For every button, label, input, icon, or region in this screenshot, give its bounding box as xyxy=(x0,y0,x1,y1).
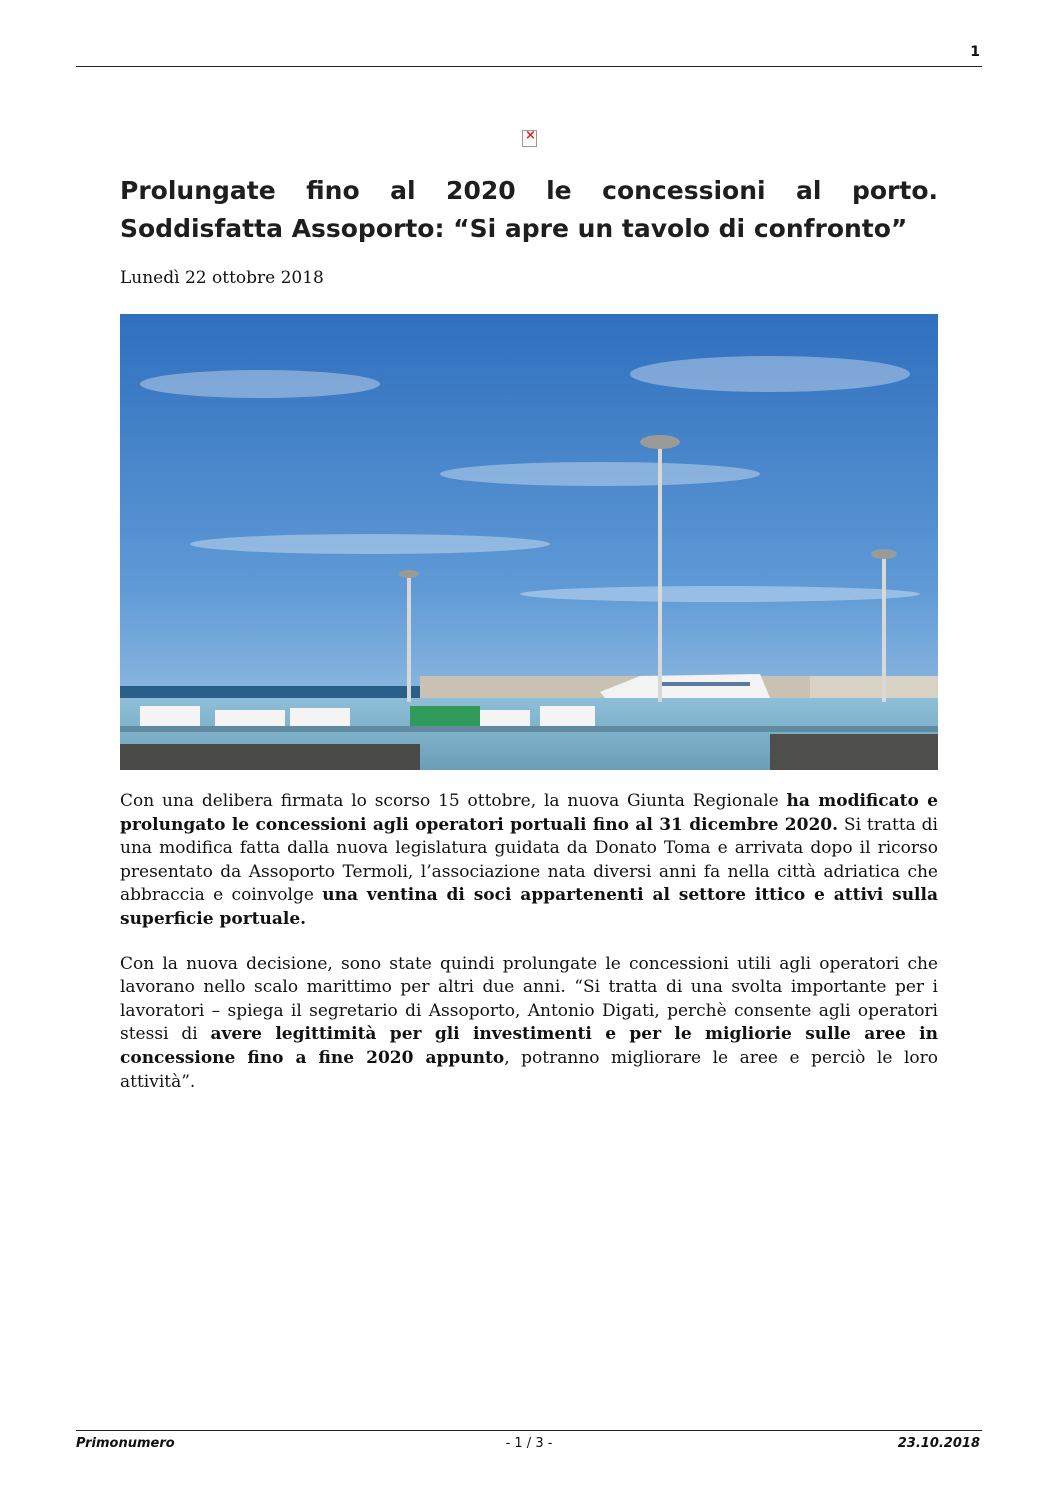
paragraph-1 xyxy=(120,790,938,932)
paragraph-2-bold-1: avere legittimità per gli investimenti e per le migliorie sulle aree in concessione fino a fine 2020 appunto xyxy=(120,1024,938,1068)
page-number: 1 xyxy=(970,44,980,60)
article-body xyxy=(120,790,938,1115)
footer-rule xyxy=(76,1430,982,1431)
paragraph-2-text-1: Con la nuova decisione, sono state quindi prolungate le concessioni utili agli operatori che lavorano nello scalo marittimo per altri due anni. “Si tratta di una svolta importante per i lavoratori – spiega il segretario di Assoporto, Antonio Digati, perchè consente agli operatori stessi di xyxy=(120,953,938,1045)
article-title xyxy=(120,172,938,248)
paragraph-1-text-1: Con una delibera firmata lo scorso 15 ottobre, la nuova Giunta Regionale xyxy=(120,791,787,811)
footer-date: 23.10.2018 xyxy=(897,1436,980,1451)
paragraph-1-bold-1: ha modificato e prolungato le concessioni agli operatori portuali fino al 31 dicembre 2020. xyxy=(120,791,938,835)
article-date: Lunedì 22 ottobre 2018 xyxy=(120,268,324,288)
harbor-photo xyxy=(120,314,938,770)
paragraph-1-bold-2: una ventina di soci appartenenti al settore ittico e attivi sulla superficie portuale. xyxy=(120,885,938,929)
header-rule xyxy=(76,66,982,67)
paragraph-2-text-2: , potranno migliorare le aree e perciò le loro attività”. xyxy=(120,1047,938,1092)
article-title-line-2: Soddisfatta Assoporto: “Si apre un tavolo di confronto” xyxy=(120,214,908,243)
paragraph-1-text-2: Si tratta di una modifica fatta dalla nuova legislatura guidata da Donato Toma e arrivata dopo il ricorso presentato da Assoporto Termoli, l’associazione nata diversi anni fa nella città adriatica che abbraccia e coinvolge xyxy=(120,814,938,906)
footer-pagination: - 1 / 3 - xyxy=(505,1436,553,1451)
footer-source: Primonumero xyxy=(76,1436,175,1451)
article-title-line-1: Prolungate fino al 2020 le concessioni al porto. xyxy=(120,176,938,205)
paragraph-2 xyxy=(120,953,938,1095)
broken-image-icon xyxy=(522,130,537,147)
